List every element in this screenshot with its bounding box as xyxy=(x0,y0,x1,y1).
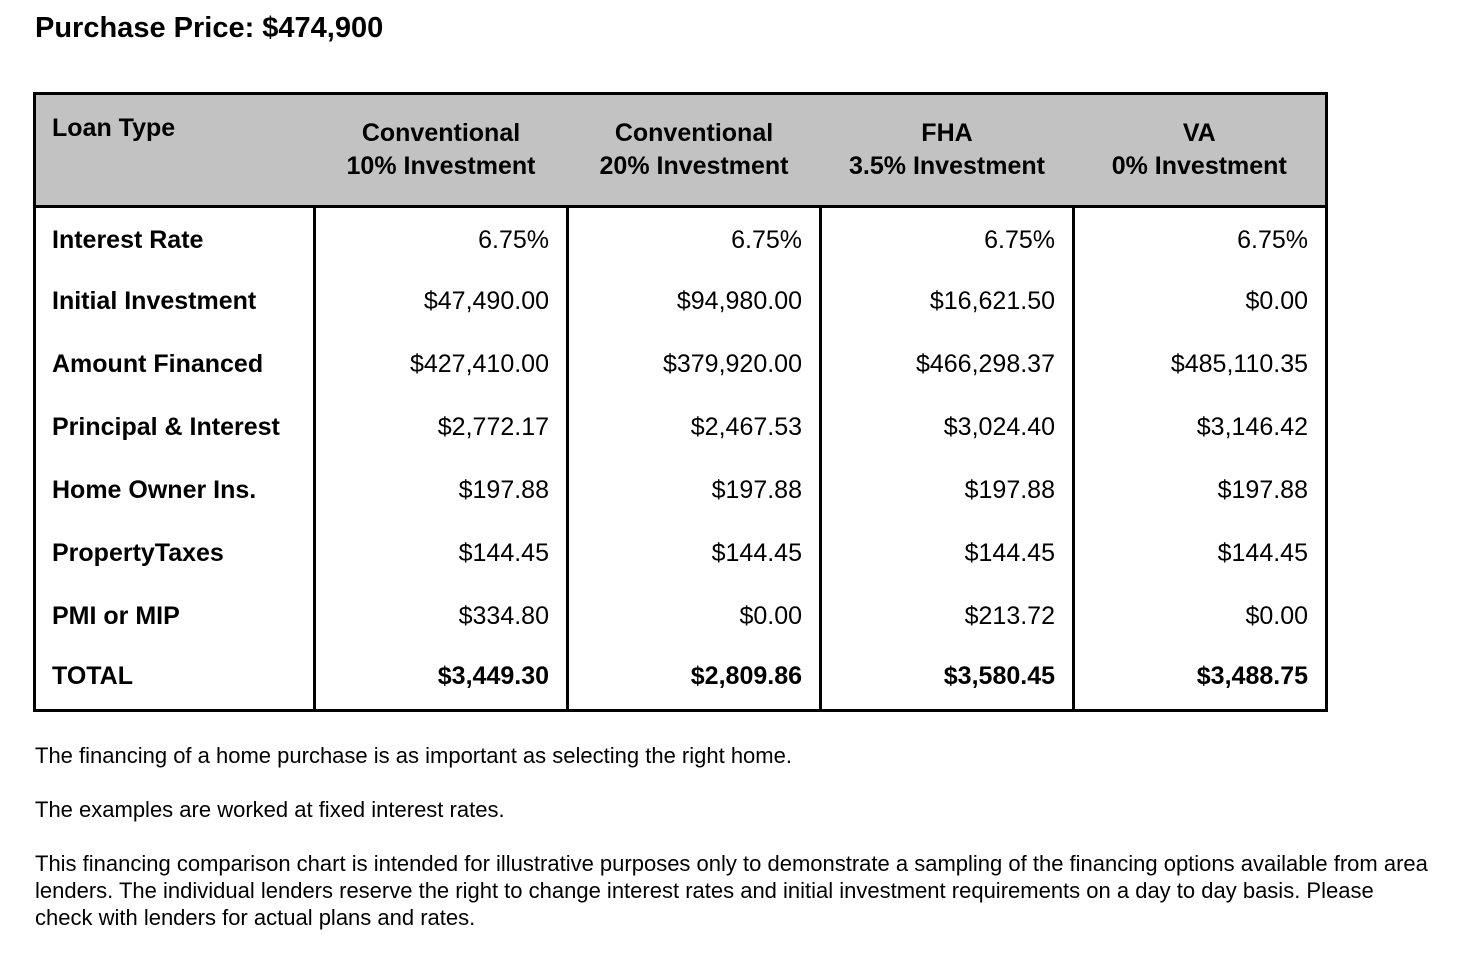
table-cell: $144.45 xyxy=(1074,522,1327,585)
table-cell: $0.00 xyxy=(1074,585,1327,648)
table-row-home-owner-ins xyxy=(35,459,1327,522)
page-title: Purchase Price: $474,900 xyxy=(35,12,384,44)
table-row-amount-financed xyxy=(35,333,1327,396)
table-cell: $197.88 xyxy=(821,459,1074,522)
disclaimer-notes xyxy=(35,742,1435,958)
table-row-initial-investment xyxy=(35,270,1327,333)
table-cell: $197.88 xyxy=(568,459,821,522)
table-row-principal-interest xyxy=(35,396,1327,459)
table-cell: $47,490.00 xyxy=(315,270,568,333)
table-row-pmi-mip xyxy=(35,585,1327,648)
table-cell: $2,772.17 xyxy=(315,396,568,459)
table-cell: $334.80 xyxy=(315,585,568,648)
table-cell: $0.00 xyxy=(568,585,821,648)
row-label: Initial Investment xyxy=(52,286,257,315)
table-cell: $3,449.30 xyxy=(315,648,568,711)
table-cell: $144.45 xyxy=(315,522,568,585)
table-cell: $0.00 xyxy=(1074,270,1327,333)
table-cell: 6.75% xyxy=(1074,207,1327,270)
table-cell: 6.75% xyxy=(315,207,568,270)
table-cell: $3,024.40 xyxy=(821,396,1074,459)
column-header-line1: VA xyxy=(1182,119,1216,147)
column-header-conventional-20 xyxy=(568,94,821,207)
table-cell: $16,621.50 xyxy=(821,270,1074,333)
column-header-line2: 0% Investment xyxy=(1111,152,1287,180)
column-header-va xyxy=(1074,94,1327,207)
table-row-total xyxy=(35,648,1327,711)
note-paragraph: This financing comparison chart is intended for illustrative purposes only to demonstrate a sampling of the financing options available from area lenders. The individual lenders reserve the right to change interest rates and initial investment requirements on a day to day basis. Please check with lenders for actual plans and rates. xyxy=(35,851,1428,930)
table-row-property-taxes xyxy=(35,522,1327,585)
table-cell: $3,488.75 xyxy=(1074,648,1327,711)
row-label: Interest Rate xyxy=(52,226,204,255)
table-cell: $94,980.00 xyxy=(568,270,821,333)
row-label: PropertyTaxes xyxy=(52,538,224,567)
column-header-line2: 3.5% Investment xyxy=(849,152,1045,180)
note-paragraph: The financing of a home purchase is as important as selecting the right home. xyxy=(35,743,792,768)
table-cell: $2,467.53 xyxy=(568,396,821,459)
table-cell: $3,580.45 xyxy=(821,648,1074,711)
table-header-row xyxy=(35,94,1327,207)
column-header-line2: 10% Investment xyxy=(346,152,536,180)
column-header-line2: 20% Investment xyxy=(599,152,789,180)
table-cell: 6.75% xyxy=(821,207,1074,270)
note-paragraph: The examples are worked at fixed interest rates. xyxy=(35,797,505,822)
table-cell: $144.45 xyxy=(568,522,821,585)
table-cell: 6.75% xyxy=(568,207,821,270)
column-header-fha xyxy=(821,94,1074,207)
column-header-line1: Conventional xyxy=(614,119,774,147)
row-label: TOTAL xyxy=(52,661,134,690)
column-header-conventional-10 xyxy=(315,94,568,207)
table-cell: $427,410.00 xyxy=(315,333,568,396)
table-cell: $379,920.00 xyxy=(568,333,821,396)
column-header-line1: FHA xyxy=(921,119,973,147)
table-cell: $213.72 xyxy=(821,585,1074,648)
table-cell: $466,298.37 xyxy=(821,333,1074,396)
table-row-interest-rate xyxy=(35,207,1327,270)
table-cell: $197.88 xyxy=(315,459,568,522)
loan-comparison-table xyxy=(33,92,1328,712)
row-label: Amount Financed xyxy=(52,349,264,378)
row-label: PMI or MIP xyxy=(52,601,180,630)
table-cell: $144.45 xyxy=(821,522,1074,585)
table-cell: $3,146.42 xyxy=(1074,396,1327,459)
row-label: Principal & Interest xyxy=(52,412,280,441)
column-header-line1: Conventional xyxy=(361,119,521,147)
table-cell: $485,110.35 xyxy=(1074,333,1327,396)
loan-type-header: Loan Type xyxy=(35,94,315,207)
table-cell: $2,809.86 xyxy=(568,648,821,711)
row-label: Home Owner Ins. xyxy=(52,475,257,504)
table-cell: $197.88 xyxy=(1074,459,1327,522)
